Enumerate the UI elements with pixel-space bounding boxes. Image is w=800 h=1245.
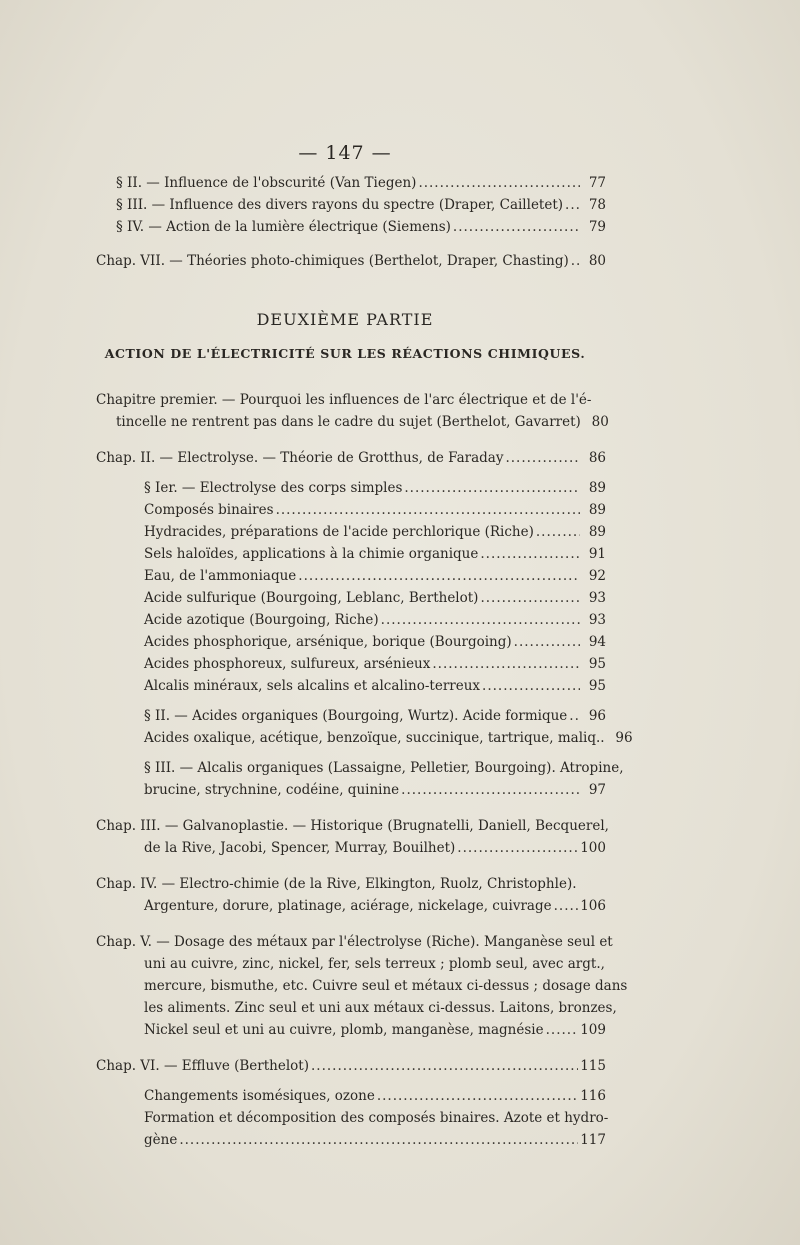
toc-entry-text: Acide azotique (Bourgoing, Riche) [144,612,379,628]
toc-entry-text: § III. — Alcalis organiques (Lassaigne, Pelletier, Bourgoing). Atropine, [144,760,624,776]
toc-subentry[interactable] [96,730,633,752]
toc-page-ref: 93 [588,612,606,628]
toc-entry-text: Chap. VI. — Effluve (Berthelot) [96,1058,309,1074]
leader-dots [179,1132,578,1148]
toc-chapter-6-last-line1 [96,1110,609,1132]
toc-page-ref: 89 [588,502,606,518]
toc-section-1[interactable] [96,480,606,502]
toc-entry-text: de la Rive, Jacobi, Spencer, Murray, Bouilhet) [144,840,456,856]
toc-subentry[interactable] [96,590,606,612]
toc-page-ref: 86 [588,450,606,466]
leader-dots [482,678,580,694]
toc-chapter-3-line1[interactable] [96,818,609,840]
toc-entry-text: Nickel seul et uni au cuivre, plomb, manganèse, magnésie [144,1022,544,1038]
toc-page-ref: 94 [588,634,606,650]
toc-page-ref: 115 [580,1058,606,1074]
toc-section-3-line2[interactable] [96,782,606,804]
toc-subentry[interactable] [96,568,606,590]
toc-subentry[interactable] [96,1088,606,1110]
leader-dots [298,568,580,584]
toc-page-ref: 96 [615,730,633,746]
toc-subentry[interactable] [96,634,606,656]
toc-chapter-6[interactable] [96,1058,606,1080]
toc-page-ref: 78 [588,197,606,213]
toc-chapter-2[interactable] [96,450,606,472]
toc-page-ref: 80 [588,253,606,269]
leader-dots [276,502,580,518]
leader-dots [381,612,580,628]
toc-page-ref: 95 [588,678,606,694]
toc-page-ref: 96 [588,708,606,724]
toc-entry-text: Sels haloïdes, applications à la chimie organique [144,546,479,562]
toc-main [96,392,633,1154]
toc-subentry[interactable] [96,502,606,524]
toc-page-ref: 77 [588,175,606,191]
leader-dots [569,708,580,724]
toc-chapter-4-line1[interactable] [96,876,606,898]
toc-entry-text: § Ier. — Electrolyse des corps simples [144,480,403,496]
leader-dots [377,1088,578,1104]
toc-page-ref: 79 [588,219,606,235]
leader-dots [565,197,580,213]
leader-dots [480,546,580,562]
toc-entry-text: Chap. V. — Dosage des métaux par l'électrolyse (Riche). Manganèse seul et [96,934,613,950]
leader-dots [401,782,580,798]
toc-entry-text: tincelle ne rentrent pas dans le cadre du sujet (Berthelot, Gavarret) [116,414,581,430]
part-title: DEUXIÈME PARTIE [256,310,434,329]
toc-entry-text: Acide sulfurique (Bourgoing, Leblanc, Berthelot) [144,590,479,606]
toc-entry-text: Changements isomésiques, ozone [144,1088,375,1104]
toc-entry-text: gène [144,1132,178,1148]
leader-dots [311,1058,578,1074]
toc-entry[interactable] [96,175,606,197]
toc-entry-text: Chap. VII. — Théories photo-chimiques (Berthelot, Draper, Chasting) [96,253,569,269]
toc-chapter-5-line1[interactable] [96,934,613,956]
toc-page-ref: 95 [588,656,606,672]
toc-section-3-line1[interactable] [96,760,624,782]
toc-page-ref: 80 [591,414,609,430]
toc-entry-text: Acides phosphorique, arsénique, borique (Bourgoing) [144,634,512,650]
page-number: — 147 — [298,142,392,164]
toc-entry-text: uni au cuivre, zinc, nickel, fer, sels terreux ; plomb seul, avec argt., [144,956,605,972]
toc-entry-text: Chapitre premier. — Pourquoi les influences de l'arc électrique et de l'é- [96,392,592,408]
toc-page-ref: 100 [580,840,606,856]
toc-entry-text: Formation et décomposition des composés binaires. Azote et hydro- [144,1110,609,1126]
toc-chapter-5-last[interactable] [96,1022,606,1044]
toc-entry-text: § II. — Influence de l'obscurité (Van Tiegen) [116,175,417,191]
leader-dots [536,524,580,540]
toc-subentry[interactable] [96,678,606,700]
toc-page-ref: 93 [588,590,606,606]
toc-entry[interactable] [96,197,606,219]
leader-dots [404,480,580,496]
toc-entry-text: Acides oxalique, acétique, benzoïque, succinique, tartrique, maliq.. [144,730,605,746]
toc-chapter-3-line2[interactable] [96,840,606,862]
toc-page-ref: 92 [588,568,606,584]
toc-entry-text: mercure, bismuthe, etc. Cuivre seul et métaux ci-dessus ; dosage dans [144,978,628,994]
toc-section-2[interactable] [96,708,606,730]
leader-dots [418,175,580,191]
toc-subentry[interactable] [96,656,606,678]
toc-entry-text: Hydracides, préparations de l'acide perchlorique (Riche) [144,524,534,540]
part-subtitle: ACTION DE L'ÉLECTRICITÉ SUR LES RÉACTIONS CHIMIQUES. [104,346,586,361]
toc-chapter-4-line2[interactable] [96,898,606,920]
toc-chapter-5-line [96,1000,617,1022]
toc-page-ref: 117 [580,1132,606,1148]
toc-entry-text: § II. — Acides organiques (Bourgoing, Wurtz). Acide formique [144,708,568,724]
toc-entry-text: § III. — Influence des divers rayons du spectre (Draper, Cailletet) [116,197,564,213]
toc-top [96,175,606,275]
toc-page-ref: 91 [588,546,606,562]
leader-dots [457,840,578,856]
toc-entry-text: Composés binaires [144,502,274,518]
leader-dots [546,1022,579,1038]
toc-page-ref: 97 [588,782,606,798]
toc-chapter-6-last-line2[interactable] [96,1132,606,1154]
toc-chapter-first-line1[interactable] [96,392,606,414]
toc-entry-chapter[interactable] [96,253,606,275]
toc-page-ref: 89 [588,480,606,496]
toc-entry-text: les aliments. Zinc seul et uni aux métaux ci-dessus. Laitons, bronzes, [144,1000,617,1016]
toc-entry-text: § IV. — Action de la lumière électrique (Siemens) [116,219,451,235]
toc-page-ref: 106 [580,898,606,914]
toc-entry[interactable] [96,219,606,241]
toc-entry-text: Acides phosphoreux, sulfureux, arsénieux [144,656,431,672]
toc-entry-text: Argenture, dorure, platinage, aciérage, nickelage, cuivrage [144,898,552,914]
toc-subentry[interactable] [96,612,606,634]
leader-dots [480,590,580,606]
toc-entry-text: Alcalis minéraux, sels alcalins et alcalino-terreux [144,678,481,694]
toc-entry-text: Chap. IV. — Electro-chimie (de la Rive, Elkington, Ruolz, Christophle). [96,876,577,892]
toc-page-ref: 89 [588,524,606,540]
leader-dots [514,634,580,650]
toc-page-ref: 109 [580,1022,606,1038]
toc-entry-text: brucine, strychnine, codéine, quinine [144,782,400,798]
toc-entry-text: Chap. II. — Electrolyse. — Théorie de Grotthus, de Faraday [96,450,504,466]
toc-page-ref: 116 [580,1088,606,1104]
toc-chapter-5-line [96,978,628,1000]
toc-subentry[interactable] [96,524,606,546]
toc-chapter-first-line2[interactable] [96,414,609,436]
toc-entry-text: Chap. III. — Galvanoplastie. — Historique (Brugnatelli, Daniell, Becquerel, [96,818,609,834]
leader-dots [571,253,580,269]
toc-entry-text: Eau, de l'ammoniaque [144,568,297,584]
toc-subentry[interactable] [96,546,606,568]
toc-chapter-5-line [96,956,606,978]
leader-dots [432,656,580,672]
leader-dots [453,219,580,235]
leader-dots [554,898,579,914]
leader-dots [505,450,580,466]
